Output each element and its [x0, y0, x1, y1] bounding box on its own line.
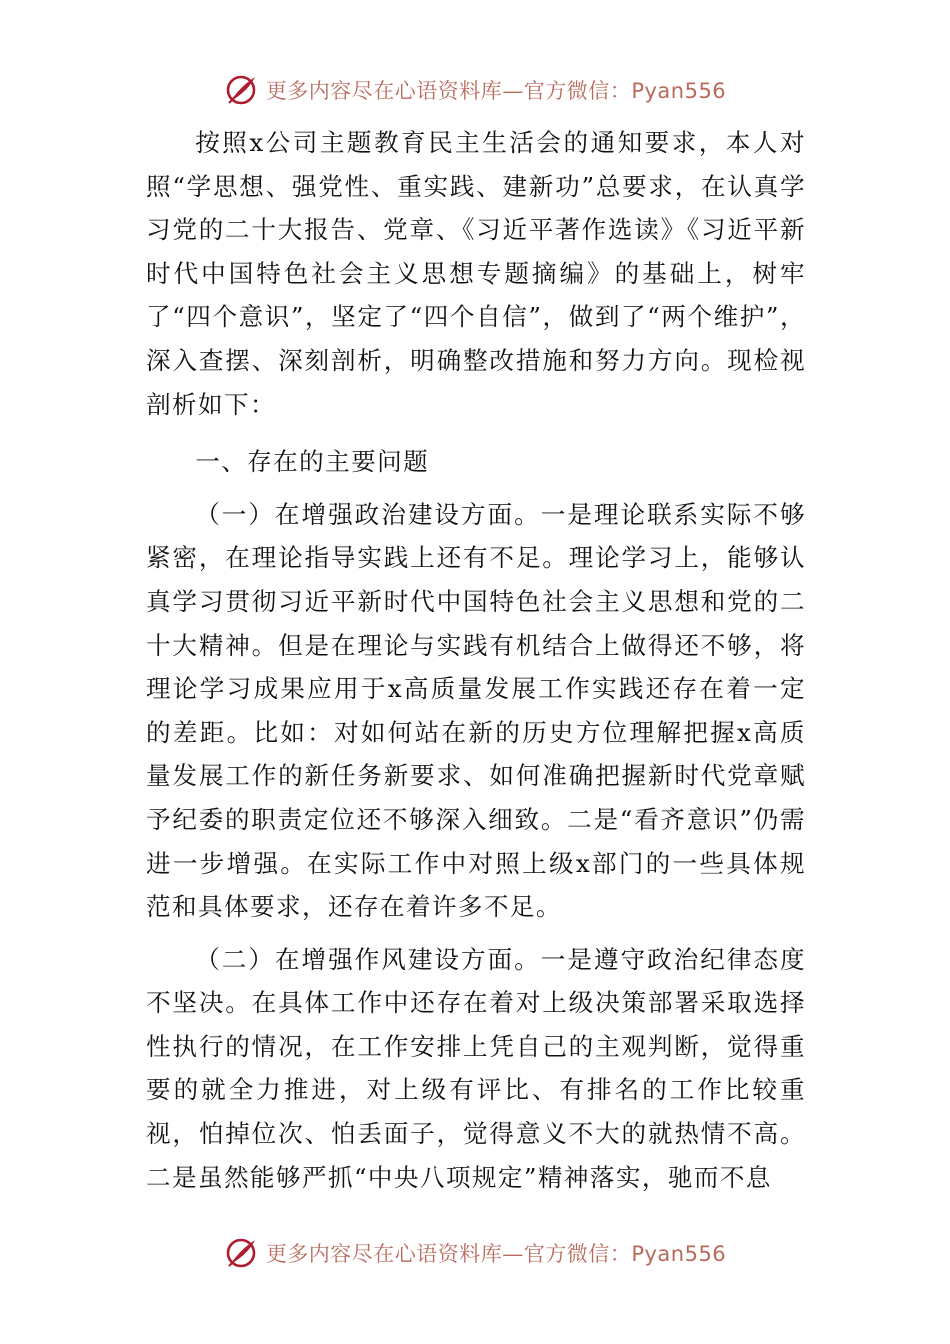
watermark-brand: 更多内容尽在心语资料库: [265, 1242, 503, 1266]
watermark-label: 官方微信：: [523, 1242, 632, 1266]
section-heading: 一、存在的主要问题: [195, 447, 430, 477]
watermark-separator: —: [502, 79, 524, 103]
footer-watermark: [0, 1233, 950, 1273]
watermark-text: [266, 75, 726, 105]
watermark-text: [266, 1238, 726, 1268]
document-body: [146, 121, 806, 1199]
section-paragraph-2: （二）在增强作风建设方面。一是遵守政治纪律态度不坚决。在具体工作中还存在着对上级决策部署采取选择性执行的情况，在工作安排上凭自己的主观判断，觉得重要的就全力推进，对上级有评比、有排名的工作比较重视，怕掉位次、怕丢面子，觉得意义不大的就热情不高。二是虽然能够严抓“中央八项规定”精神落实，驰而不息: [146, 944, 806, 1192]
watermark-brand: 更多内容尽在心语资料库: [265, 79, 503, 103]
header-watermark: [0, 70, 950, 110]
watermark-wechat-id: Pyan556: [631, 1242, 727, 1266]
intro-paragraph: 按照x公司主题教育民主生活会的通知要求，本人对照“学思想、强党性、重实践、建新功”总要求，在认真学习党的二十大报告、党章、《习近平著作选读》《习近平新时代中国特色社会主义思想专题摘编》的基础上，树牢了“四个意识”，坚定了“四个自信”，做到了“两个维护”，深入查摆、深刻剖析，明确整改措施和努力方向。现检视剖析如下：: [146, 128, 806, 419]
quill-logo-icon: [224, 1236, 258, 1270]
watermark-wechat-id: Pyan556: [631, 79, 727, 103]
section-paragraph-1: （一）在增强政治建设方面。一是理论联系实际不够紧密，在理论指导实践上还有不足。理论学习上，能够认真学习贯彻习近平新时代中国特色社会主义思想和党的二十大精神。但是在理论与实践有机结合上做得还不够，将理论学习成果应用于x高质量发展工作实践还存在着一定的差距。比如：对如何站在新的历史方位理解把握x高质量发展工作的新任务新要求、如何准确把握新时代党章赋予纪委的职责定位还不够深入细致。二是“看齐意识”仍需进一步增强。在实际工作中对照上级x部门的一些具体规范和具体要求，还存在着许多不足。: [146, 499, 806, 922]
watermark-label: 官方微信：: [523, 79, 632, 103]
watermark-separator: —: [502, 1242, 524, 1266]
quill-logo-icon: [224, 73, 258, 107]
